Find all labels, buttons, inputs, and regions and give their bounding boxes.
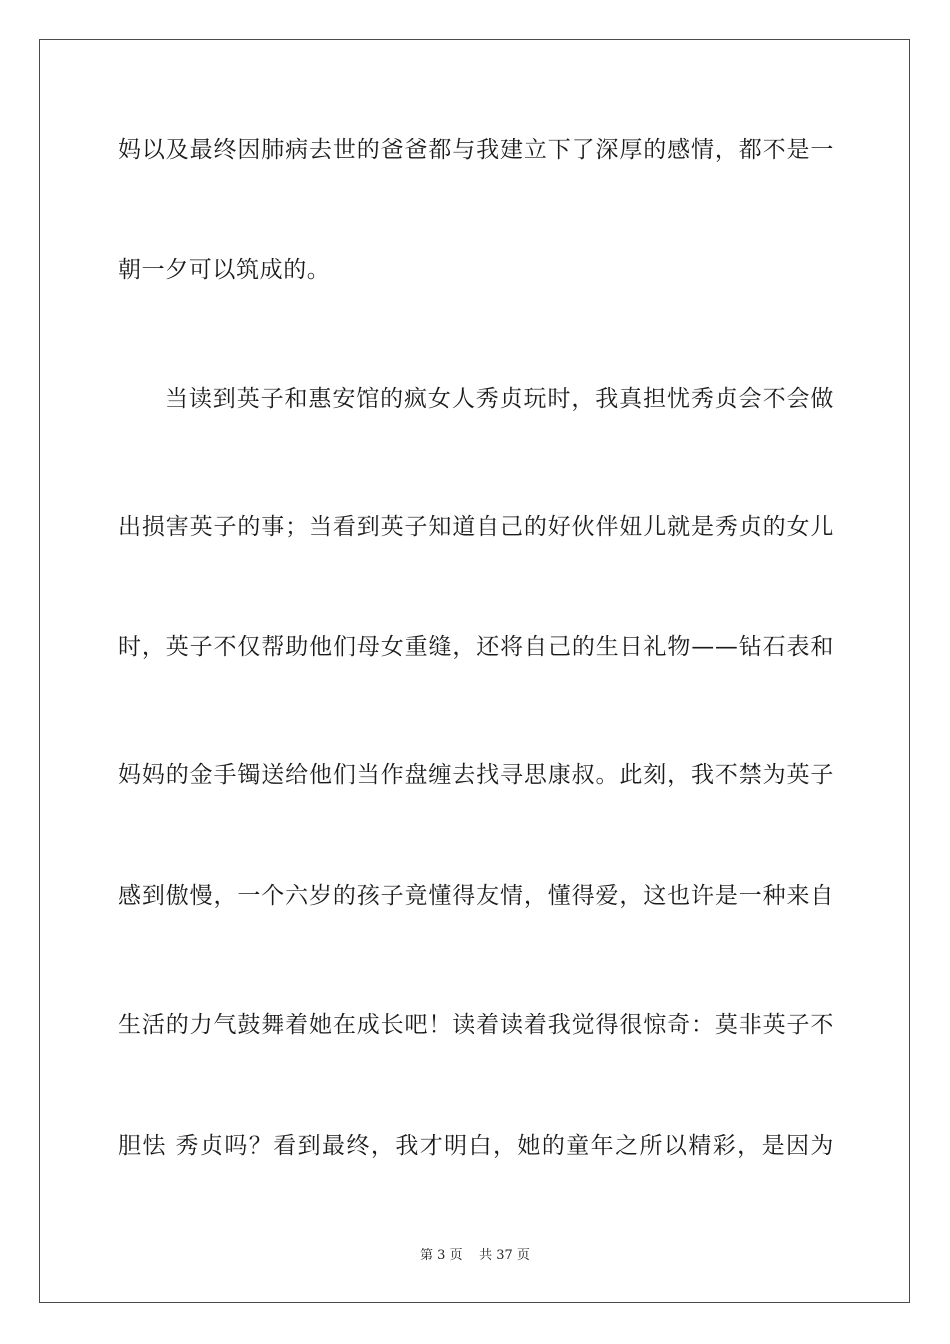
paragraph-line-4: 出损害英子的事；当看到英子知道自己的好伙伴妞儿就是秀贞的女儿 <box>118 514 834 540</box>
page-footer <box>0 1244 950 1263</box>
paragraph-line-8: 生活的力气鼓舞着她在成长吧！读着读着我觉得很惊奇：莫非英子不 <box>118 1012 834 1038</box>
paragraph-line-7: 感到傲慢，一个六岁的孩子竟懂得友情，懂得爱，这也许是一种来自 <box>118 883 834 909</box>
total-pages: 共 37 页 <box>479 1248 530 1263</box>
paragraph-line-9: 胆怯 秀贞吗？看到最终，我才明白，她的童年之所以精彩，是因为 <box>118 1133 834 1159</box>
paragraph-line-6: 妈妈的金手镯送给他们当作盘缠去找寻思康叔。此刻，我不禁为英子 <box>118 762 834 788</box>
paragraph-line-1: 妈以及最终因肺病去世的爸爸都与我建立下了深厚的感情，都不是一 <box>118 137 834 163</box>
paragraph-line-2: 朝一夕可以筑成的。 <box>118 257 331 283</box>
paragraph-line-5: 时，英子不仅帮助他们母女重缝，还将自己的生日礼物——钻石表和 <box>118 634 834 660</box>
page-border <box>39 39 910 1303</box>
page-number: 第 3 页 <box>420 1248 463 1263</box>
paragraph-line-3: 当读到英子和惠安馆的疯女人秀贞玩时，我真担忧秀贞会不会做 <box>165 386 834 412</box>
